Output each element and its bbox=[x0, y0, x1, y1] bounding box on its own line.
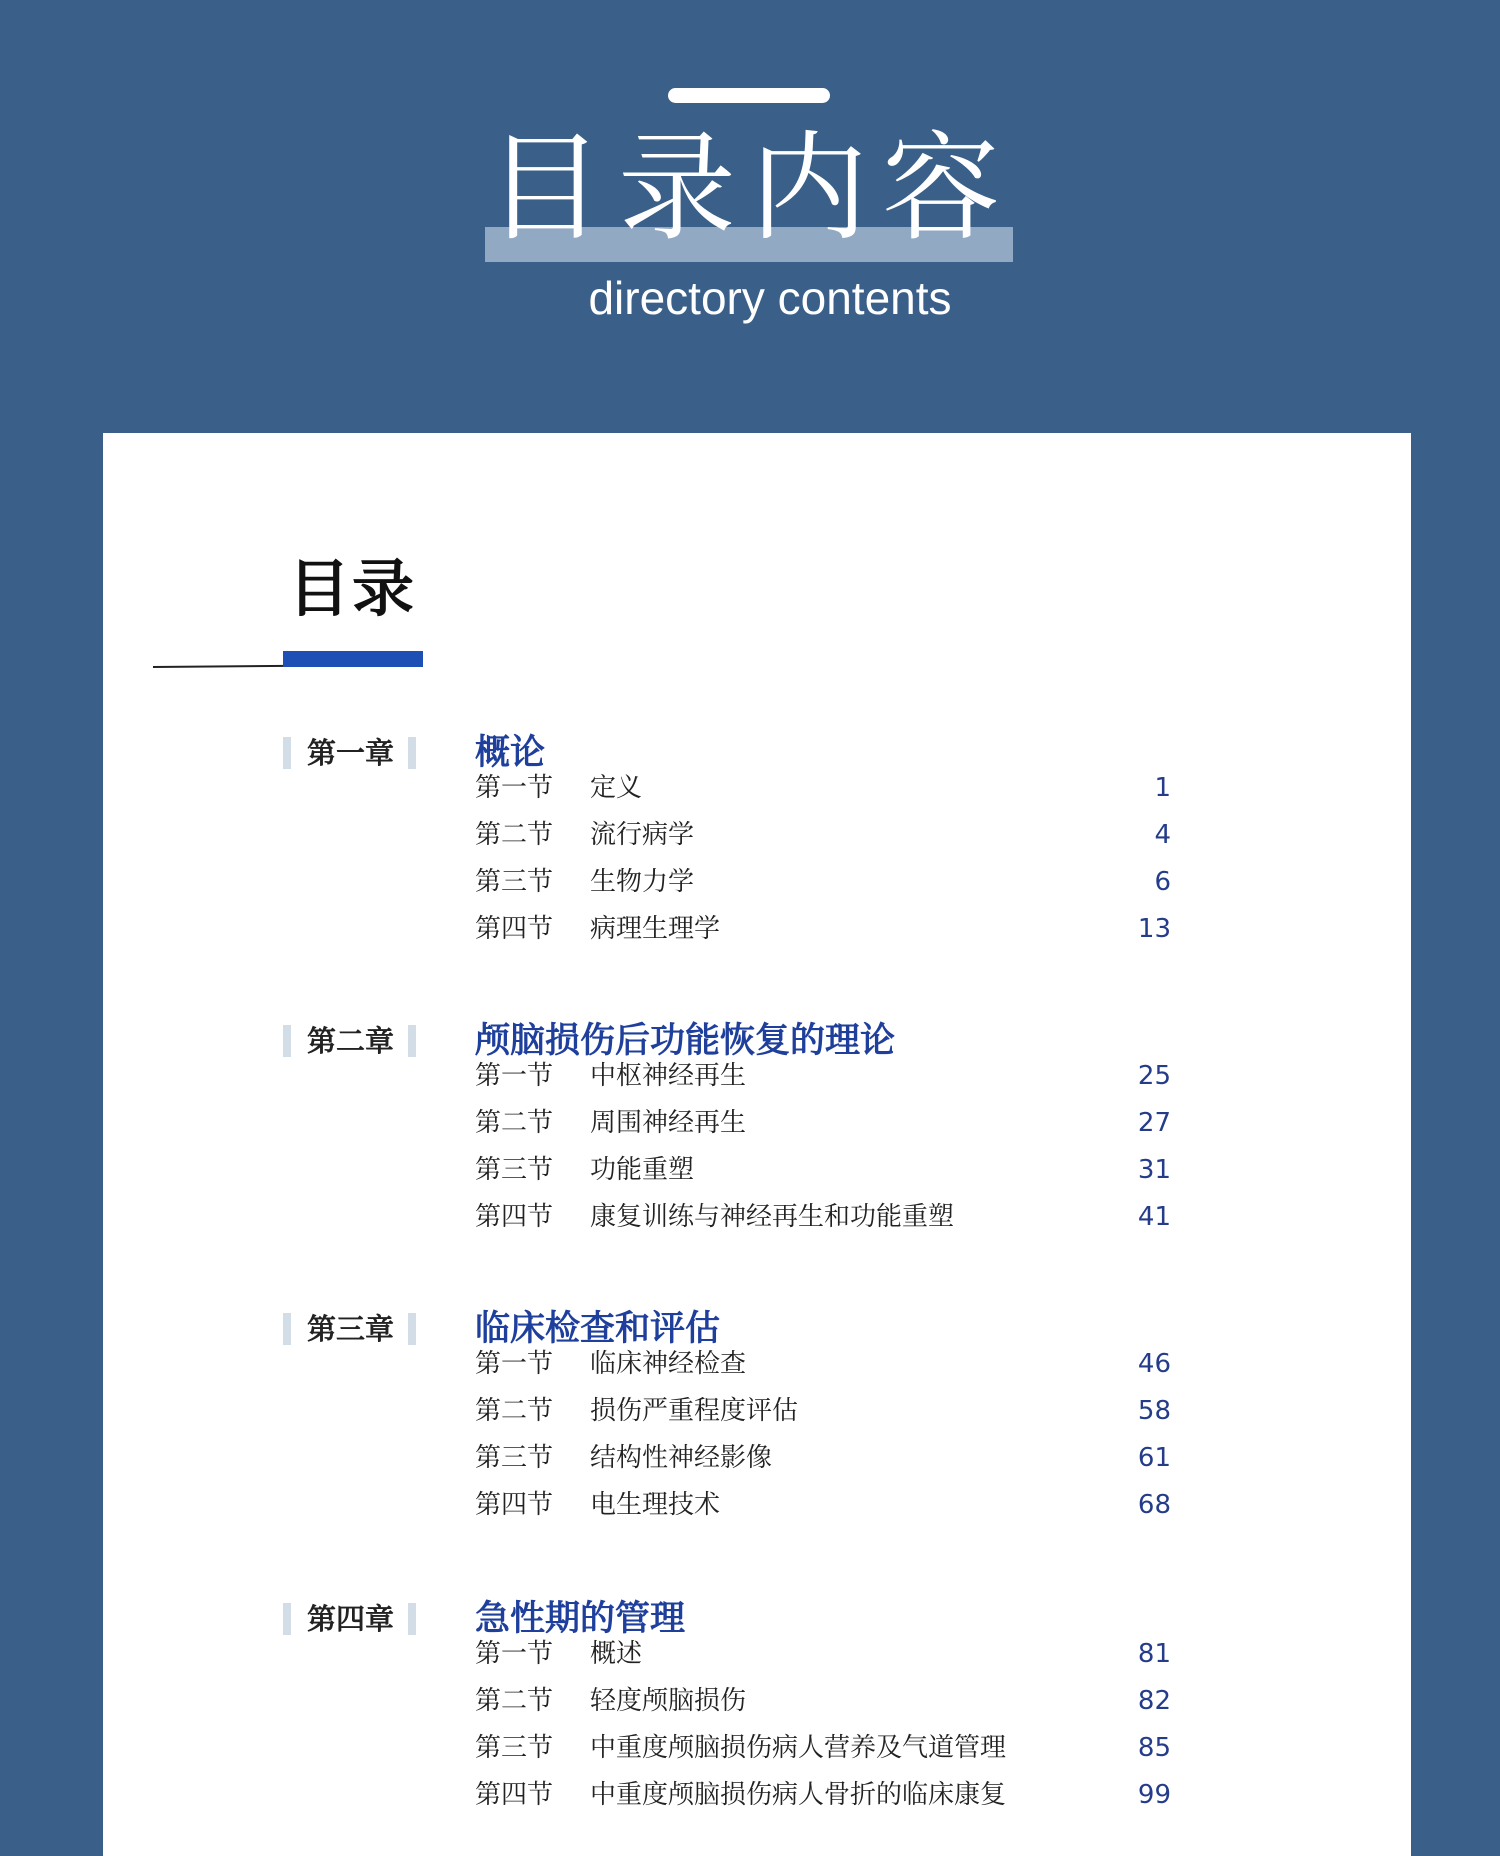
section-name: 概述 bbox=[590, 1639, 643, 1669]
chapter-title[interactable]: 临床检查和评估 bbox=[475, 1308, 721, 1349]
section-number: 第四节 bbox=[475, 1490, 554, 1520]
toc-page bbox=[103, 433, 1411, 1856]
toc-entry[interactable] bbox=[475, 1100, 1255, 1147]
top-accent-bar bbox=[668, 88, 830, 103]
section-name: 流行病学 bbox=[590, 820, 695, 850]
section-number: 第一节 bbox=[475, 773, 554, 803]
banner-subtitle: directory contents bbox=[588, 272, 952, 324]
section-page: 25 bbox=[1137, 1061, 1171, 1091]
chapter-title[interactable]: 颅脑损伤后功能恢复的理论 bbox=[475, 1020, 896, 1061]
chapter-label bbox=[283, 1021, 416, 1061]
toc-entry[interactable] bbox=[475, 1435, 1255, 1482]
chapter-title[interactable]: 急性期的管理 bbox=[475, 1598, 686, 1639]
section-name: 中重度颅脑损伤病人骨折的临床康复 bbox=[590, 1780, 1007, 1810]
section-page: 27 bbox=[1137, 1108, 1171, 1138]
section-number: 第四节 bbox=[475, 1780, 554, 1810]
toc-entry[interactable] bbox=[475, 859, 1255, 906]
chapter-label-text: 第一章 bbox=[307, 736, 395, 770]
section-number: 第一节 bbox=[475, 1639, 554, 1669]
section-page: 82 bbox=[1137, 1686, 1171, 1716]
banner-title: 目录内容 bbox=[485, 119, 1014, 257]
bracket-right bbox=[408, 737, 416, 769]
section-number: 第二节 bbox=[475, 1396, 554, 1426]
section-name: 病理生理学 bbox=[590, 914, 721, 944]
section-number: 第三节 bbox=[475, 1443, 554, 1473]
section-page: 6 bbox=[1154, 867, 1171, 897]
toc-entry[interactable] bbox=[475, 906, 1255, 953]
chapter-label bbox=[283, 1309, 416, 1349]
section-page: 41 bbox=[1137, 1202, 1171, 1232]
toc-entry[interactable] bbox=[475, 1388, 1255, 1435]
section-page: 31 bbox=[1137, 1155, 1171, 1185]
chapter-label-text: 第二章 bbox=[307, 1024, 395, 1058]
section-name: 轻度颅脑损伤 bbox=[590, 1686, 747, 1716]
section-name: 损伤严重程度评估 bbox=[590, 1396, 799, 1426]
toc-entry[interactable] bbox=[475, 1725, 1255, 1772]
bracket-right bbox=[408, 1025, 416, 1057]
section-name: 生物力学 bbox=[590, 867, 695, 897]
heading-blue-rule bbox=[283, 651, 423, 667]
section-page: 46 bbox=[1137, 1349, 1171, 1379]
section-number: 第二节 bbox=[475, 1686, 554, 1716]
section-number: 第二节 bbox=[475, 1108, 554, 1138]
section-number: 第三节 bbox=[475, 867, 554, 897]
bracket-left bbox=[283, 1313, 291, 1345]
section-page: 4 bbox=[1154, 820, 1171, 850]
section-name: 康复训练与神经再生和功能重塑 bbox=[590, 1202, 955, 1232]
section-name: 中重度颅脑损伤病人营养及气道管理 bbox=[590, 1733, 1007, 1763]
section-page: 61 bbox=[1137, 1443, 1171, 1473]
bracket-left bbox=[283, 737, 291, 769]
section-number: 第二节 bbox=[475, 820, 554, 850]
bracket-right bbox=[408, 1603, 416, 1635]
section-number: 第四节 bbox=[475, 1202, 554, 1232]
toc-entry[interactable] bbox=[475, 1772, 1255, 1819]
chapter-title[interactable]: 概论 bbox=[475, 732, 546, 773]
toc-entry[interactable] bbox=[475, 1631, 1255, 1678]
bracket-left bbox=[283, 1603, 291, 1635]
section-number: 第一节 bbox=[475, 1061, 554, 1091]
section-name: 功能重塑 bbox=[590, 1155, 695, 1185]
section-number: 第一节 bbox=[475, 1349, 554, 1379]
section-name: 中枢神经再生 bbox=[590, 1061, 747, 1091]
chapter-label bbox=[283, 1599, 416, 1639]
section-page: 81 bbox=[1137, 1639, 1171, 1669]
toc-entry[interactable] bbox=[475, 1482, 1255, 1529]
section-page: 68 bbox=[1137, 1490, 1171, 1520]
section-name: 电生理技术 bbox=[590, 1490, 721, 1520]
section-page: 99 bbox=[1137, 1780, 1171, 1810]
toc-entry[interactable] bbox=[475, 765, 1255, 812]
bracket-left bbox=[283, 1025, 291, 1057]
toc-entry[interactable] bbox=[475, 1147, 1255, 1194]
chapter-label-text: 第三章 bbox=[307, 1312, 395, 1346]
bracket-right bbox=[408, 1313, 416, 1345]
section-number: 第四节 bbox=[475, 914, 554, 944]
section-page: 85 bbox=[1137, 1733, 1171, 1763]
toc-entry[interactable] bbox=[475, 1053, 1255, 1100]
chapter-label-text: 第四章 bbox=[307, 1602, 395, 1636]
section-page: 1 bbox=[1154, 773, 1171, 803]
section-name: 定义 bbox=[590, 773, 643, 803]
heading-thin-rule bbox=[153, 665, 288, 668]
section-name: 周围神经再生 bbox=[590, 1108, 747, 1138]
page-heading: 目录 bbox=[288, 552, 417, 625]
toc-entry[interactable] bbox=[475, 1194, 1255, 1241]
section-page: 58 bbox=[1137, 1396, 1171, 1426]
toc-entry[interactable] bbox=[475, 1341, 1255, 1388]
chapter-label bbox=[283, 733, 416, 773]
section-page: 13 bbox=[1137, 914, 1171, 944]
section-name: 临床神经检查 bbox=[590, 1349, 747, 1379]
section-name: 结构性神经影像 bbox=[590, 1443, 773, 1473]
section-number: 第三节 bbox=[475, 1155, 554, 1185]
section-number: 第三节 bbox=[475, 1733, 554, 1763]
toc-entry[interactable] bbox=[475, 812, 1255, 859]
toc-entry[interactable] bbox=[475, 1678, 1255, 1725]
